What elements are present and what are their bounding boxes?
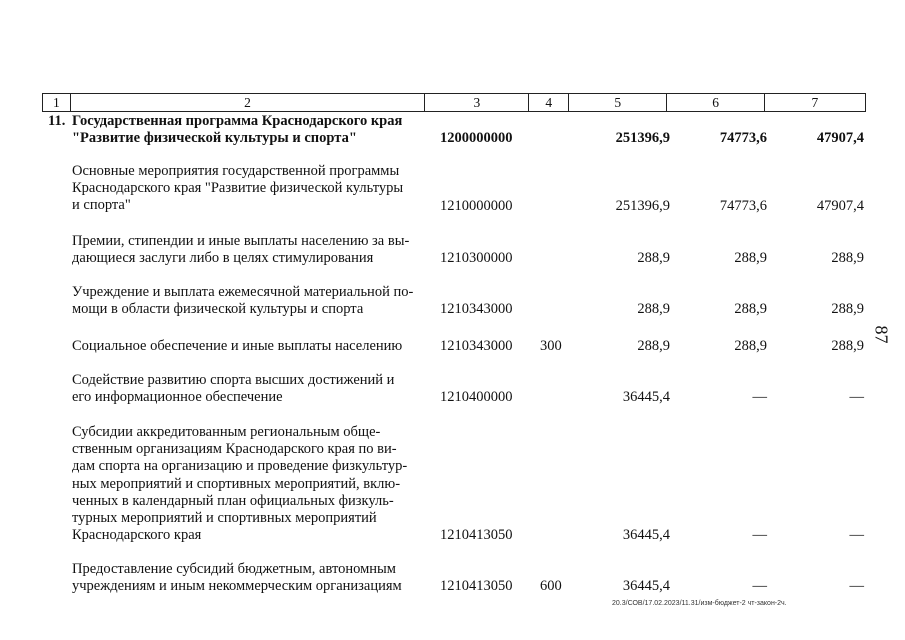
- row-name: [72, 372, 424, 406]
- row-name-line: Учреждение и выплата ежемесячной материальной по-: [72, 284, 414, 300]
- row-value-col6: 74773,6: [719, 198, 767, 214]
- row-code: 1210343000: [440, 338, 513, 354]
- row-name-line: учреждениям и иным некоммерческим организациям: [72, 578, 402, 595]
- row-value-col5: 36445,4: [622, 389, 670, 405]
- row-code: 1210300000: [440, 250, 513, 266]
- row-value-col5: 251396,9: [615, 198, 670, 214]
- row-name-line: Премии, стипендии и иные выплаты населению за вы-: [72, 233, 410, 249]
- row-code: 1200000000: [440, 130, 513, 146]
- row-code: 1210413050: [440, 578, 513, 594]
- column-header-7: 7: [811, 95, 819, 110]
- row-name-line: дам спорта на организацию и проведение физкультур-: [72, 458, 408, 475]
- row-number: 11.: [48, 113, 66, 129]
- column-header-4: 4: [529, 94, 569, 111]
- row-value-col5: 36445,4: [622, 578, 670, 594]
- row-value-col7: 288,9: [831, 250, 864, 266]
- row-value-col5: 288,9: [637, 338, 670, 354]
- column-header-1: 1: [43, 94, 71, 111]
- column-header-2: 2: [71, 94, 425, 111]
- row-name-line: Социальное обеспечение и иные выплаты населению: [72, 338, 403, 354]
- row-name-line: мощи в области физической культуры и спорта: [72, 301, 364, 318]
- row-value-col7: 288,9: [831, 301, 864, 317]
- row-value-col5: 288,9: [637, 301, 670, 317]
- row-value-col6: 74773,6: [719, 130, 767, 146]
- row-value-col6: 288,9: [734, 301, 767, 317]
- row-name-line: турных мероприятий и спортивных мероприятий: [72, 510, 377, 527]
- column-number-header: [42, 93, 866, 112]
- row-name-line: Основные мероприятия государственной программы: [72, 163, 400, 179]
- row-name-line: дающиеся заслуги либо в целях стимулирования: [72, 250, 374, 267]
- row-value-col7: —: [849, 389, 864, 405]
- row-value-col6: —: [752, 389, 767, 405]
- row-name-line: Субсидии аккредитованным региональным обще-: [72, 424, 381, 440]
- row-name-line: Содействие развитию спорта высших достижений и: [72, 372, 395, 388]
- row-name-line: ственным организациям Краснодарского края по ви-: [72, 441, 397, 458]
- row-name-line: Краснодарского края "Развитие физической культуры: [72, 180, 404, 197]
- row-code: 1210343000: [440, 301, 513, 317]
- row-value-col7: 47907,4: [816, 130, 864, 146]
- row-name-line: "Развитие физической культуры и спорта": [72, 130, 357, 147]
- row-value-col5: 251396,9: [615, 130, 670, 146]
- row-code: 1210000000: [440, 198, 513, 214]
- row-name-line: ченных в календарный план официальных физкуль-: [72, 492, 394, 509]
- row-name-line: Краснодарского края: [72, 527, 202, 544]
- row-name-line: Предоставление субсидий бюджетным, автономным: [72, 561, 396, 577]
- row-value-col6: —: [752, 578, 767, 594]
- row-name: [72, 561, 424, 595]
- page-number: 87: [871, 325, 892, 344]
- row-expense-type: 300: [540, 338, 562, 354]
- row-name-line: Государственная программа Краснодарского края: [72, 113, 403, 129]
- row-value-col7: 47907,4: [816, 198, 864, 214]
- row-value-col7: —: [849, 527, 864, 543]
- row-name: [72, 284, 424, 318]
- row-name-line: его информационное обеспечение: [72, 389, 283, 406]
- row-value-col5: 288,9: [637, 250, 670, 266]
- row-name: [72, 113, 424, 147]
- row-value-col7: —: [849, 578, 864, 594]
- footer-file-path: 20.3/СОВ/17.02.2023/11.31/изм-бюджет-2 чт-закон-2ч.: [612, 600, 787, 607]
- row-value-col5: 36445,4: [622, 527, 670, 543]
- row-code: 1210413050: [440, 527, 513, 543]
- column-header-3: 3: [425, 94, 529, 111]
- column-header-6: 6: [667, 94, 764, 111]
- row-value-col6: 288,9: [734, 250, 767, 266]
- row-value-col7: 288,9: [831, 338, 864, 354]
- row-name-line: и спорта": [72, 197, 131, 214]
- row-name: [72, 163, 424, 215]
- row-expense-type: 600: [540, 578, 562, 594]
- column-header-5: 5: [569, 94, 667, 111]
- row-name: [72, 338, 424, 355]
- row-name-line: ных мероприятий и спортивных мероприятий, вклю-: [72, 475, 401, 492]
- row-name: [72, 424, 424, 544]
- row-value-col6: 288,9: [734, 338, 767, 354]
- row-value-col6: —: [752, 527, 767, 543]
- row-code: 1210400000: [440, 389, 513, 405]
- row-name: [72, 233, 424, 267]
